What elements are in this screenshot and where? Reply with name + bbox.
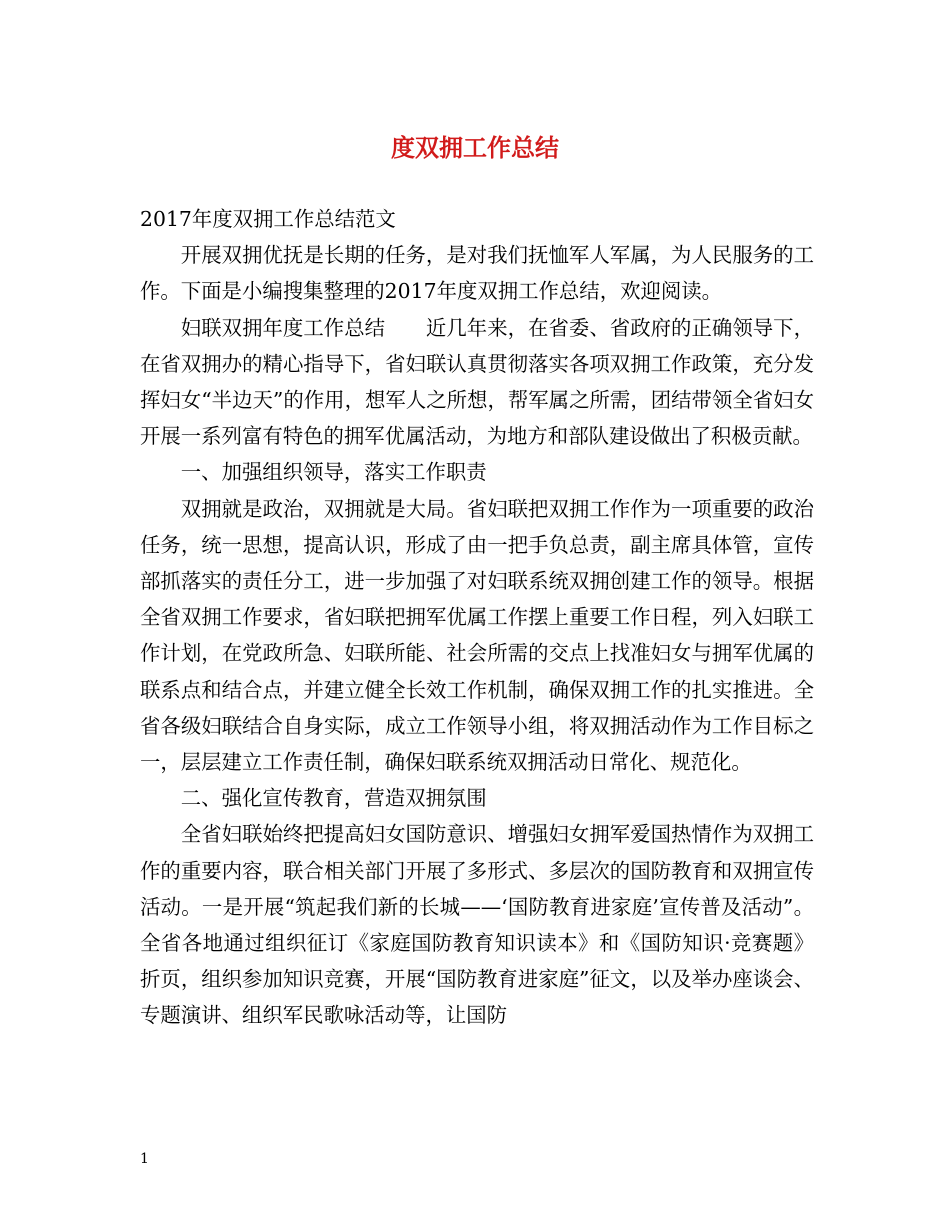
section-heading: 一、加强组织领导，落实工作职责	[180, 460, 487, 485]
page-number: 1	[140, 1151, 149, 1167]
body-paragraph: 妇联双拥年度工作总结 近几年来，在省委、省政府的正确领导下，在省双拥办的精心指导下，省妇联认真贯彻落实各项双拥工作政策，充分发挥妇女“半边天”的作用，想军人之所想，帮军属之所需，团结带领全省妇女开展一系列富有特色的拥军优属活动，为地方和部队建设做出了积极贡献。	[140, 315, 814, 449]
body-paragraph: 全省妇联始终把提高妇女国防意识、增强妇女拥军爱国热情作为双拥工作的重要内容，联合相关部门开展了多形式、多层次的国防教育和双拥宣传活动。一是开展“筑起我们新的长城——‘国防教育进家庭’宣传普及活动”。全省各地通过组织征订《家庭国防教育知识读本》和《国防知识·竞赛题》折页，组织参加知识竞赛，开展“国防教育进家庭”征文，以及举办座谈会、专题演讲、组织军民歌咏活动等，让国防	[140, 822, 814, 1028]
body-paragraph: 2017年度双拥工作总结范文	[140, 207, 396, 231]
section-heading: 二、强化宣传教育，营造双拥氛围	[180, 786, 487, 811]
body-paragraph: 开展双拥优抚是长期的任务，是对我们抚恤军人军属，为人民服务的工作。下面是小编搜集整理的2017年度双拥工作总结，欢迎阅读。	[140, 243, 814, 304]
document-title: 度双拥工作总结	[391, 133, 559, 162]
document-body	[140, 201, 814, 1034]
body-paragraph: 双拥就是政治，双拥就是大局。省妇联把双拥工作作为一项重要的政治任务，统一思想，提高认识，形成了由一把手负总责，副主席具体管，宣传部抓落实的责任分工，进一步加强了对妇联系统双拥创建工作的领导。根据全省双拥工作要求，省妇联把拥军优属工作摆上重要工作日程，列入妇联工作计划，在党政所急、妇联所能、社会所需的交点上找准妇女与拥军优属的联系点和结合点，并建立健全长效工作机制，确保双拥工作的扎实推进。全省各级妇联结合自身实际，成立工作领导小组，将双拥活动作为工作目标之一，层层建立工作责任制，确保妇联系统双拥活动日常化、规范化。	[140, 496, 814, 775]
